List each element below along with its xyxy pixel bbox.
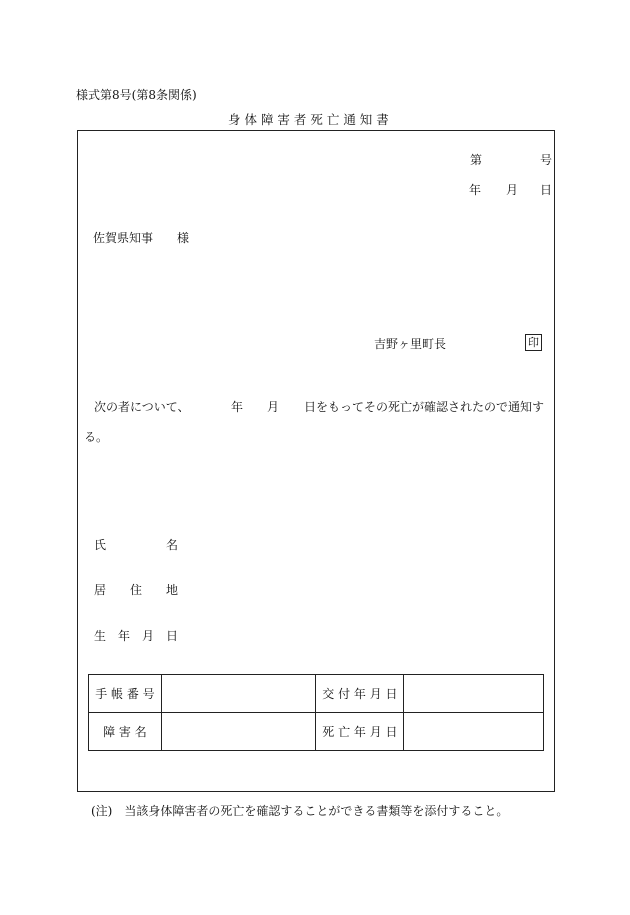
body-text-part2: 日をもってその死亡が確認されたので通知す <box>304 400 545 414</box>
birthdate-label-char3: 月 <box>142 629 155 643</box>
address-label-char1: 居 <box>94 583 107 597</box>
disability-name-value[interactable] <box>161 713 316 751</box>
handbook-number-value[interactable] <box>161 675 316 713</box>
body-month-label: 月 <box>267 400 280 414</box>
info-table <box>88 674 544 751</box>
body-year-label: 年 <box>231 400 244 414</box>
death-date-value[interactable] <box>404 713 544 751</box>
doc-number-dai: 第 <box>470 153 483 167</box>
doc-number-go: 号 <box>540 153 553 167</box>
date-month-label: 月 <box>506 183 519 197</box>
seal-mark: 印 <box>525 334 542 351</box>
table-row <box>89 675 544 713</box>
name-label-char2: 名 <box>166 538 179 552</box>
date-year-label: 年 <box>469 183 482 197</box>
issue-date-value[interactable] <box>404 675 544 713</box>
addressee-honorific: 様 <box>177 231 190 245</box>
document-title: 身 体 障 害 者 死 亡 通 知 書 <box>228 112 389 127</box>
sender-name: 吉野ヶ里町長 <box>374 337 447 351</box>
death-date-label: 死 亡 年 月 日 <box>316 713 404 751</box>
footnote: (注) 当該身体障害者の死亡を確認することができる書類等を添付すること。 <box>91 804 509 818</box>
birthdate-label-char4: 日 <box>166 629 179 643</box>
body-text-part1: 次の者について、 <box>94 400 190 414</box>
name-label-char1: 氏 <box>94 538 107 552</box>
issue-date-label: 交 付 年 月 日 <box>316 675 404 713</box>
address-label-char3: 地 <box>166 583 179 597</box>
body-text-line2: る。 <box>84 430 109 444</box>
birthdate-label-char1: 生 <box>94 629 107 643</box>
disability-name-label: 障 害 名 <box>89 713 162 751</box>
form-number: 様式第8号(第8条関係) <box>76 88 197 102</box>
address-label-char2: 住 <box>130 583 143 597</box>
date-day-label: 日 <box>540 183 553 197</box>
addressee-name: 佐賀県知事 <box>93 231 154 245</box>
birthdate-label-char2: 年 <box>118 629 131 643</box>
handbook-number-label: 手 帳 番 号 <box>89 675 162 713</box>
table-row <box>89 713 544 751</box>
